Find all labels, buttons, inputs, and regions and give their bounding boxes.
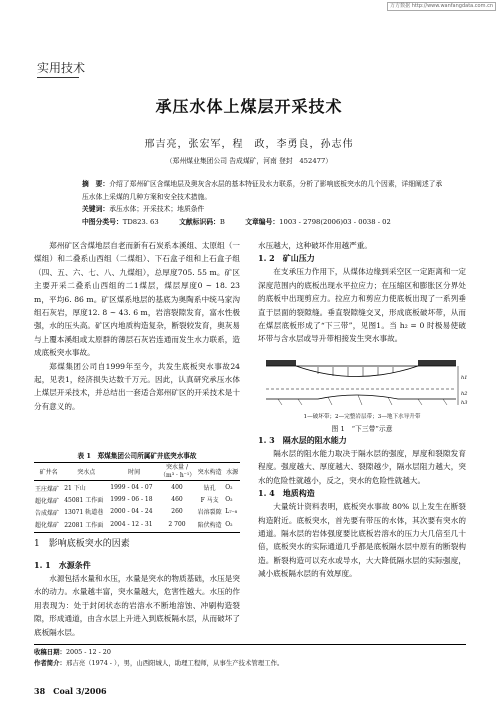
abstract — [82, 178, 444, 203]
table-header: 时间 — [128, 469, 141, 476]
figure-legend: 1—破坏带；2—完整岩层带；3—地下水导升带 — [303, 414, 421, 420]
watermark: 万方数据 http://www.wanfangdata.com.cn — [387, 2, 496, 11]
affiliation: （郑州煤业集团公司 告成煤矿，河南 登封 452477） — [165, 157, 333, 165]
abstract-label: 摘 要： — [82, 180, 110, 188]
table-cell: 22081 工作面 — [64, 522, 104, 529]
table-cell: 岩溶裂隙 — [197, 508, 222, 516]
article-no-label: 文章编号： — [245, 217, 280, 226]
clc-label: 中图分类号： — [82, 217, 123, 226]
received-value: 2005 - 12 - 20 — [65, 648, 111, 656]
table-header: 突水构造 — [197, 469, 222, 476]
table-cell: 超化煤矿 — [35, 522, 60, 529]
uplift-zone — [266, 395, 456, 399]
author-bio-label: 作者简介： — [34, 659, 66, 667]
h1-label: h1 — [461, 375, 468, 381]
article-no-value: 1003 - 2798(2006)03 - 0038 - 02 — [279, 217, 391, 226]
doc-code-value: B — [219, 217, 225, 226]
section-1-3-text: 隔水层的阻水能力取决于隔水层的强度，厚度和裂隙发育程度。强度越大、厚度越大、裂隙越少，隔水层阻力越大，突水的危险性就越小，反之，突水的危险性就越大。 — [258, 449, 466, 485]
section-1-4-text: 大量统计资料表明，底板突水事故 80% 以上发生在断裂构造附近。底板突水，首先要有带压的水体，其次要有突水的通道。隔水层的岩体强度要比底板岩溶水的压力大几倍至几十倍，底板突水的实际通道几乎都是底板隔水层中原有的断裂构造。断裂构造可以充水或导水，大大降低隔水层的实际强度，减小底板隔水层的有效厚度。 — [258, 502, 466, 579]
table-header: 水源 — [226, 469, 239, 476]
table-row — [34, 493, 240, 505]
table-cell: 21 下山 — [64, 484, 86, 492]
intro-paragraph-1: 郑州矿区含煤地层自老而新有石炭系本溪组、太原组（一煤组）和二叠系山西组（二煤组）、下石盒子组和上石盒子组（四、五、六、七、八、九煤组），总厚度705. 55 m。矿区主要开采二叠系山西组的二1煤层，煤层厚度0 ~ 18. 23 m，平均6. 86 m。矿区煤系地层的基底为奥陶系中统马家沟组石灰岩，厚度12. 8 ~ 43. 6 m，岩溶裂隙发育，富水性极强，水的压头高。矿区内地质构造复杂，断裂较发育，奥灰易与上覆本溪组或太原群的薄层石灰岩连通而发生水力联系，造成底板突水事故。 — [34, 241, 240, 358]
received-label: 收稿日期： — [34, 648, 66, 656]
left-column-intro — [34, 239, 240, 413]
table-header-row — [34, 463, 240, 481]
table-cell: 2000 - 04 - 24 — [110, 507, 153, 515]
table-header: 矿井名 — [39, 469, 58, 476]
table-cell: 45081 工作面 — [64, 496, 104, 504]
author-bio-text: 邢吉亮（1974 - ），男，山西阳城人，助理工程师，从事生产技术管理工作。 — [65, 659, 284, 667]
accident-table — [34, 462, 240, 533]
table-header: 突水量 /（m³ · h⁻¹） — [160, 463, 196, 479]
section-heading-1-1: 1. 1 水源条件 — [34, 560, 91, 570]
table-cell: 2004 - 12 - 31 — [110, 521, 153, 528]
figure-caption: 图 1 “下三带”示意 — [331, 425, 393, 433]
section-heading-1: 1 影响底板突水的因素 — [34, 539, 130, 549]
section-heading-1-4: 1. 4 地质构造 — [258, 488, 315, 499]
abstract-block — [82, 178, 444, 228]
right-column-top — [258, 239, 466, 346]
right-column-lower — [258, 434, 466, 581]
intro-paragraph-2: 郑煤集团公司自1999年至今，共发生底板突水事故24起，见表1，经济损失达数千万元。因此，认真研究承压水体上煤层开采技术，并总结出一套适合郑州矿区的开采技术是十分有意义的。 — [34, 361, 240, 411]
uplift-zone-hatch — [278, 395, 447, 405]
table-cell: 260 — [171, 507, 183, 515]
table-cell: 王庄煤矿 — [35, 486, 60, 493]
author-bio — [34, 658, 466, 669]
doc-code-label: 文献标识码： — [179, 217, 220, 226]
left-column-sec1 — [34, 538, 240, 639]
table-row — [34, 517, 240, 533]
page-folio: 38 Coal 3/2006 — [34, 686, 107, 696]
article-title: 承压水体上煤层开采技术 — [155, 97, 343, 116]
table-cell: 1999 - 04 - 07 — [110, 483, 153, 491]
received-date — [34, 647, 466, 658]
authors: 邢吉亮，张宏军，程 政，李勇良，孙志伟 — [144, 139, 354, 150]
table-cell: O₂ — [225, 495, 233, 503]
damage-zone — [296, 366, 418, 377]
coal-seam — [418, 360, 456, 366]
table-cell: 钻孔 — [203, 484, 216, 492]
table-header: 突水点 — [77, 469, 96, 476]
table-cell: 460 — [171, 495, 183, 503]
section-heading-1-3: 1. 3 隔水层的阻水能力 — [258, 435, 347, 445]
h2-label: h2 — [461, 391, 468, 397]
footnote-rule — [34, 644, 466, 645]
section-tag: 实用技术 — [37, 61, 86, 75]
keywords-label: 关键词： — [82, 205, 110, 213]
clc-value: TD823. 63 — [122, 217, 159, 226]
abstract-text: 介绍了郑州矿区含煤地层及奥灰含水层的基本特征及水力联系，分析了影响底板突水的几个因素，详细阐述了承压水体上采煤的几种方案和安全技术措施。 — [82, 180, 443, 201]
table-row — [34, 481, 240, 494]
table-cell: O₂ — [225, 521, 233, 528]
three-zones-figure — [258, 357, 466, 409]
table-cell: F 马支 — [200, 496, 219, 504]
table-cell: 1999 - 06 - 18 — [110, 495, 153, 503]
table-caption: 表 1 郑煤集团公司所属矿井底突水事故 — [77, 452, 197, 460]
coal-seam — [266, 360, 296, 366]
table-cell: 超化煤矿 — [35, 498, 60, 505]
table-cell: 400 — [171, 483, 183, 491]
classification-line — [82, 216, 444, 229]
footnote — [34, 647, 466, 669]
section-1-1-text: 水源包括水量和水压，水量是突水的物质基础，水压是突水的动力。水量越丰富，突水量越大，危害性越大。水压的作用表现为：处于封闭状态的岩溶水不断地溶蚀、冲刷构造裂隙，形成通道，由含水层上升进入到底板隔水层，从而破坏了底板隔水层。 — [34, 574, 240, 637]
h3-label: h3 — [461, 400, 468, 406]
keywords-text: 承压水体；开采技术；地质条件 — [109, 205, 205, 213]
table-cell: 告成煤矿 — [35, 510, 60, 517]
table-row — [34, 505, 240, 517]
keywords — [82, 203, 444, 216]
table-cell: O₂ — [225, 483, 233, 491]
table-cell: 13071 轨道巷 — [64, 508, 104, 516]
section-tag-rule — [37, 77, 79, 78]
table-cell: 2 700 — [168, 521, 186, 528]
table-cell: 陷伏构造 — [197, 522, 222, 529]
section-1-2-text: 在支承压力作用下，从煤体边缘到采空区一定距离和一定深度范围内的底板出现水平拉应力；在压缩区和膨胀区分界处的底板中出现剪应力。拉应力和剪应力使底板出现了一系列垂直于层面的裂隙缝。垂直裂隙缝交叉，形成底板破坏带，从而在煤层底板形成了“下三带”，见图1。当 h₂ = 0 时极易使破坏带与含水层或导升带相接发生突水事故。 — [258, 267, 466, 344]
continued-text: 水压越大，这种破坏作用越严重。 — [258, 241, 372, 250]
section-heading-1-2: 1. 2 矿山压力 — [258, 253, 315, 264]
table-cell: L₇₋₈ — [225, 507, 238, 515]
